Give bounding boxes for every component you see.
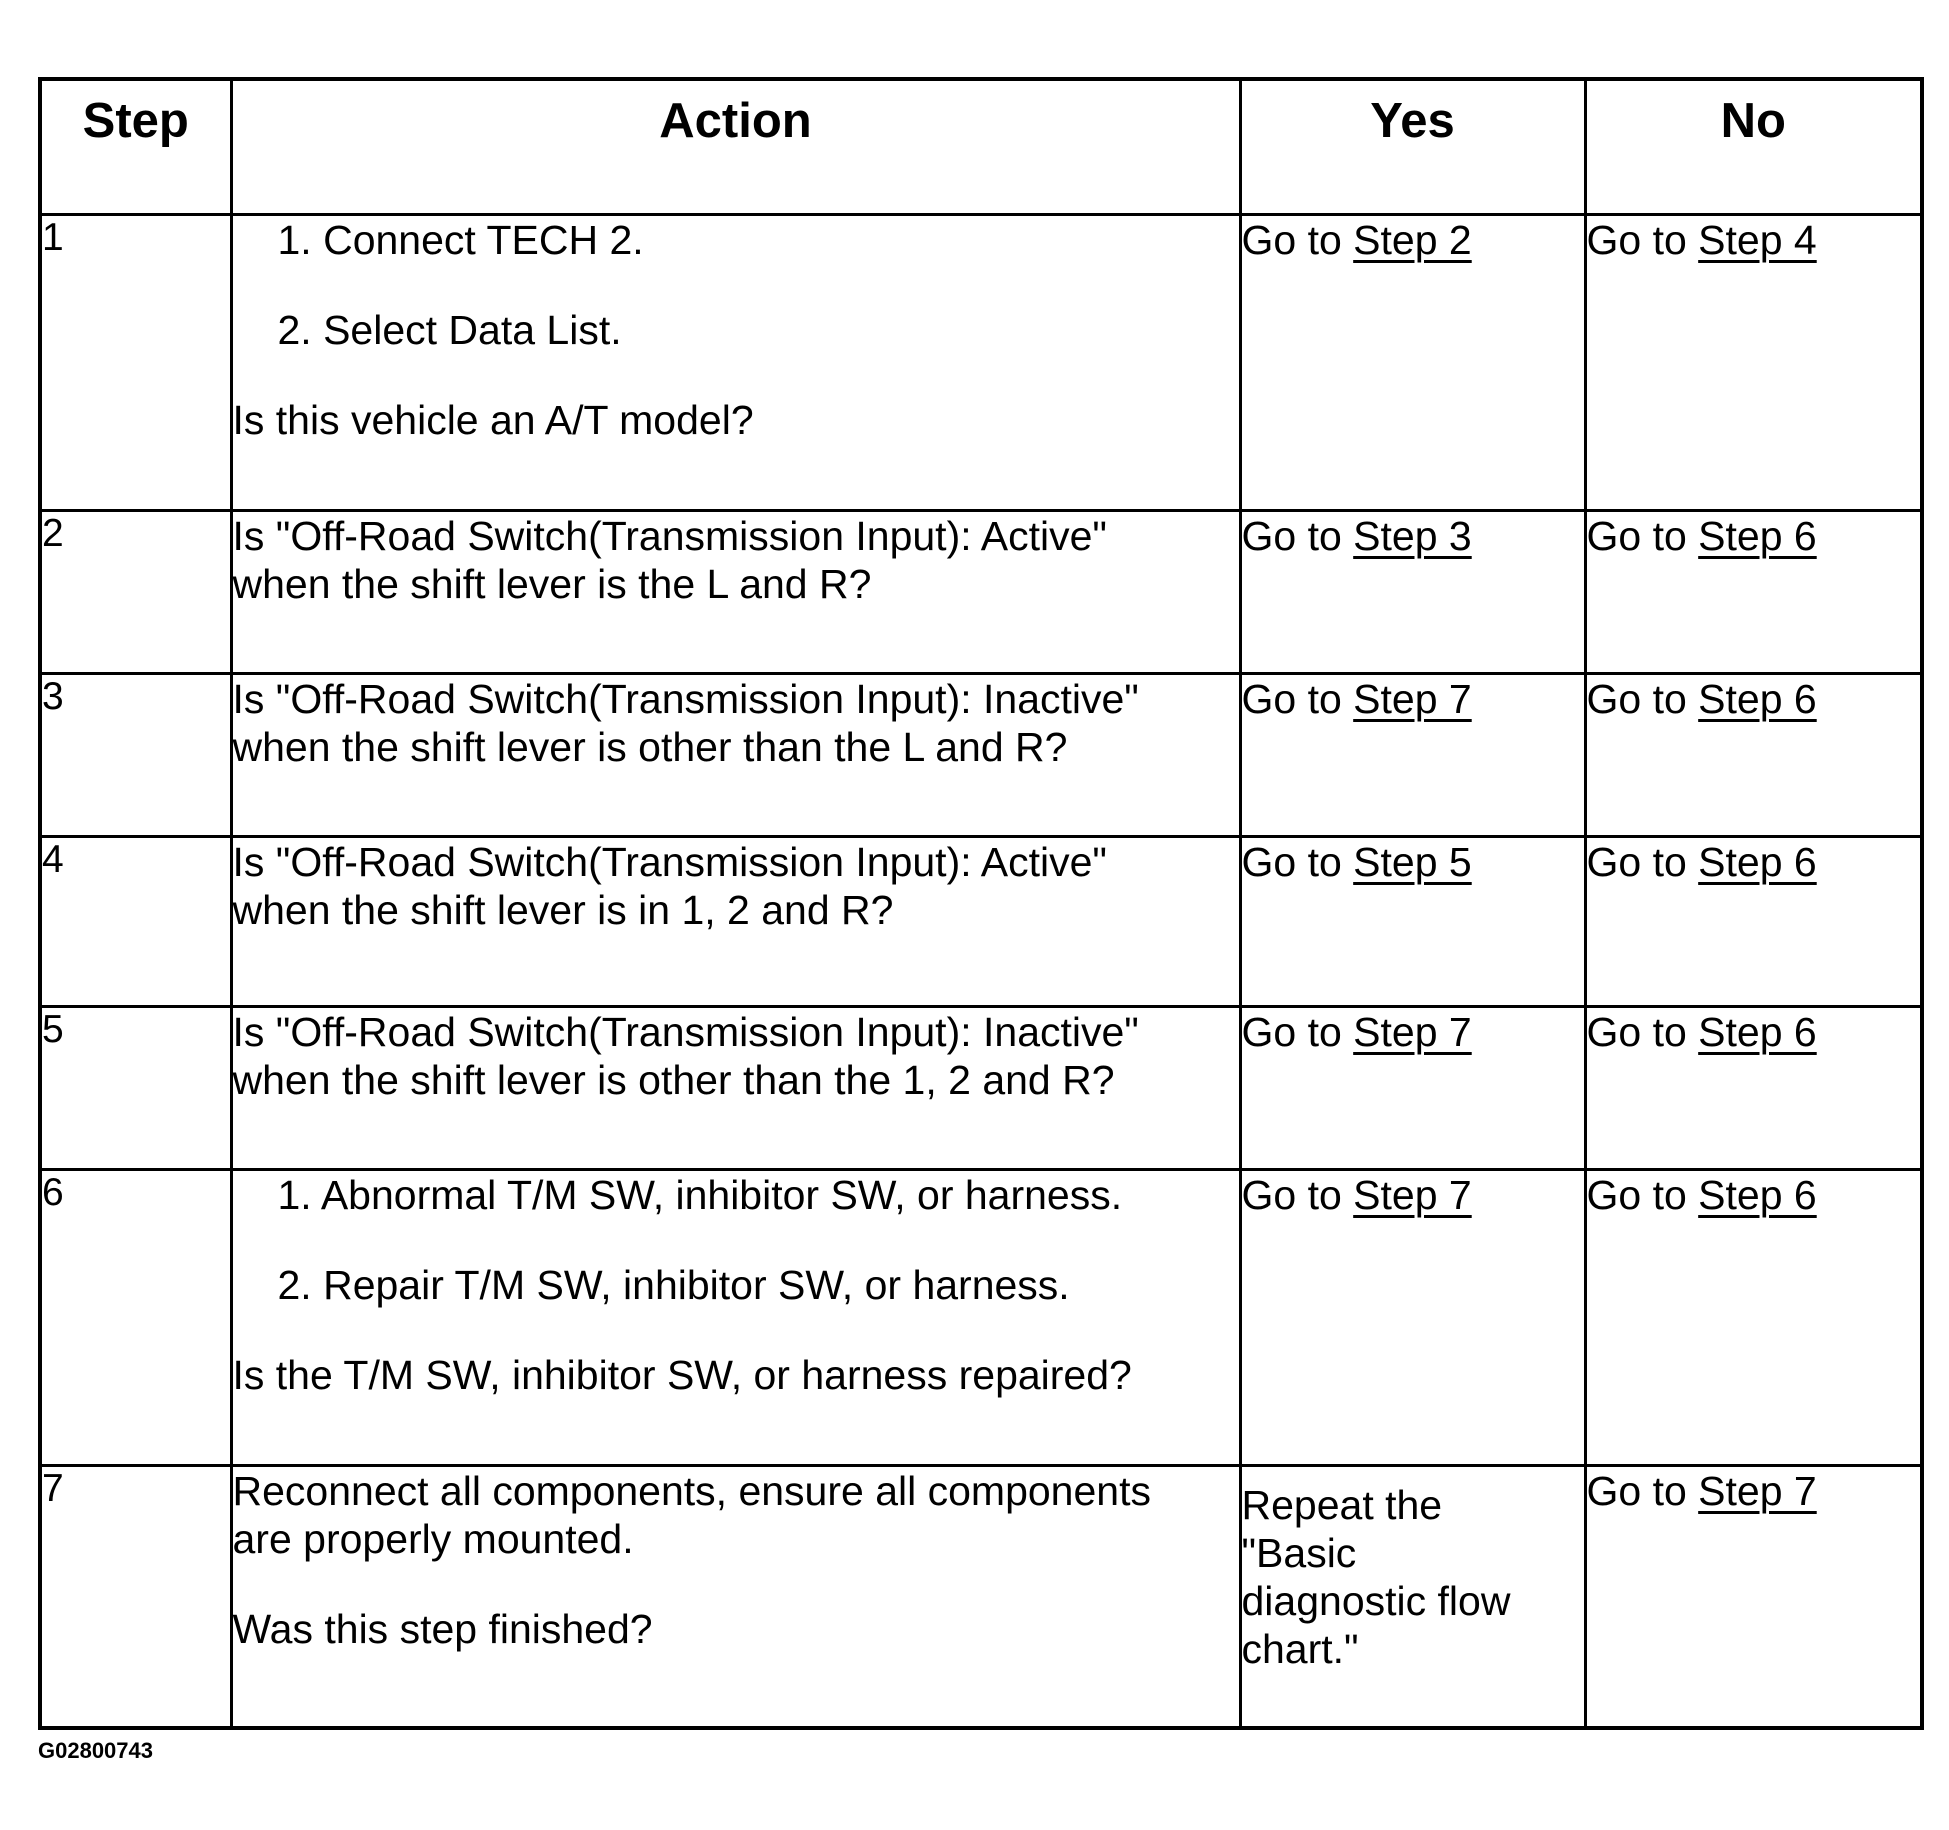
header-step: Step <box>40 79 231 215</box>
figure-caption: G02800743 <box>38 1738 153 1763</box>
step-number: 3 <box>40 674 231 837</box>
table-row <box>40 511 1922 674</box>
diagnostic-table <box>38 77 1924 1730</box>
no-cell <box>1585 674 1922 837</box>
action-item: 1. Connect TECH 2. <box>277 217 644 263</box>
yes-text-line: "Basic <box>1241 1530 1357 1576</box>
no-step-link[interactable]: Step 6 <box>1698 1009 1817 1055</box>
action-line: Is "Off-Road Switch(Transmission Input): Active" <box>232 839 1107 885</box>
yes-prefix: Go to <box>1241 1009 1354 1055</box>
yes-prefix: Go to <box>1241 839 1354 885</box>
no-prefix: Go to <box>1586 513 1699 559</box>
action-line: when the shift lever is the L and R? <box>232 561 872 607</box>
yes-cell <box>1240 1007 1585 1170</box>
yes-prefix: Go to <box>1241 217 1354 263</box>
yes-cell <box>1240 1170 1585 1466</box>
action-cell <box>231 1466 1240 1728</box>
yes-cell <box>1240 674 1585 837</box>
action-question: Is this vehicle an A/T model? <box>232 397 754 443</box>
yes-step-link[interactable]: Step 7 <box>1353 1009 1472 1055</box>
no-cell <box>1585 837 1922 1007</box>
yes-step-link[interactable]: Step 5 <box>1353 839 1472 885</box>
step-number: 6 <box>40 1170 231 1466</box>
table-row <box>40 215 1922 511</box>
action-line: Reconnect all components, ensure all components <box>232 1468 1151 1514</box>
action-question: Was this step finished? <box>232 1606 653 1652</box>
step-number: 2 <box>40 511 231 674</box>
yes-text-line: diagnostic flow <box>1241 1578 1511 1624</box>
header-action: Action <box>231 79 1240 215</box>
action-cell <box>231 837 1240 1007</box>
no-step-link[interactable]: Step 6 <box>1698 676 1817 722</box>
no-cell <box>1585 1170 1922 1466</box>
action-cell <box>231 511 1240 674</box>
action-line: Is "Off-Road Switch(Transmission Input): Inactive" <box>232 1009 1139 1055</box>
action-line: when the shift lever is in 1, 2 and R? <box>232 887 894 933</box>
yes-prefix: Go to <box>1241 676 1354 722</box>
no-prefix: Go to <box>1586 676 1699 722</box>
action-line: when the shift lever is other than the 1, 2 and R? <box>232 1057 1115 1103</box>
yes-text-line: Repeat the <box>1241 1482 1443 1528</box>
yes-step-link[interactable]: Step 2 <box>1353 217 1472 263</box>
action-item: 2. Repair T/M SW, inhibitor SW, or harness. <box>277 1262 1070 1308</box>
action-cell <box>231 1007 1240 1170</box>
no-cell <box>1585 1466 1922 1728</box>
yes-prefix: Go to <box>1241 513 1354 559</box>
no-prefix: Go to <box>1586 1009 1699 1055</box>
table-row <box>40 1466 1922 1728</box>
step-number: 7 <box>40 1466 231 1728</box>
action-item: 2. Select Data List. <box>277 307 622 353</box>
no-prefix: Go to <box>1586 1468 1699 1514</box>
yes-cell <box>1240 1466 1585 1728</box>
no-cell <box>1585 215 1922 511</box>
header-yes: Yes <box>1240 79 1585 215</box>
header-no: No <box>1585 79 1922 215</box>
yes-text-line: chart." <box>1241 1626 1359 1672</box>
yes-step-link[interactable]: Step 3 <box>1353 513 1472 559</box>
no-cell <box>1585 511 1922 674</box>
no-step-link[interactable]: Step 6 <box>1698 1172 1817 1218</box>
action-line: Is "Off-Road Switch(Transmission Input): Active" <box>232 513 1107 559</box>
no-prefix: Go to <box>1586 1172 1699 1218</box>
table-row <box>40 1170 1922 1466</box>
action-line: are properly mounted. <box>232 1516 634 1562</box>
action-question: Is the T/M SW, inhibitor SW, or harness repaired? <box>232 1352 1132 1398</box>
no-step-link[interactable]: Step 6 <box>1698 513 1817 559</box>
table-row <box>40 837 1922 1007</box>
yes-cell <box>1240 511 1585 674</box>
yes-cell <box>1240 837 1585 1007</box>
yes-prefix: Go to <box>1241 1172 1354 1218</box>
table-row <box>40 674 1922 837</box>
action-cell <box>231 674 1240 837</box>
action-line: when the shift lever is other than the L and R? <box>232 724 1068 770</box>
yes-step-link[interactable]: Step 7 <box>1353 676 1472 722</box>
step-number: 4 <box>40 837 231 1007</box>
yes-cell <box>1240 215 1585 511</box>
action-cell <box>231 215 1240 511</box>
action-item: 1. Abnormal T/M SW, inhibitor SW, or harness. <box>277 1172 1123 1218</box>
no-prefix: Go to <box>1586 217 1699 263</box>
no-step-link[interactable]: Step 6 <box>1698 839 1817 885</box>
no-cell <box>1585 1007 1922 1170</box>
table-row <box>40 1007 1922 1170</box>
no-step-link[interactable]: Step 7 <box>1698 1468 1817 1514</box>
step-number: 1 <box>40 215 231 511</box>
no-prefix: Go to <box>1586 839 1699 885</box>
no-step-link[interactable]: Step 4 <box>1698 217 1817 263</box>
action-cell <box>231 1170 1240 1466</box>
step-number: 5 <box>40 1007 231 1170</box>
action-line: Is "Off-Road Switch(Transmission Input): Inactive" <box>232 676 1139 722</box>
yes-step-link[interactable]: Step 7 <box>1353 1172 1472 1218</box>
